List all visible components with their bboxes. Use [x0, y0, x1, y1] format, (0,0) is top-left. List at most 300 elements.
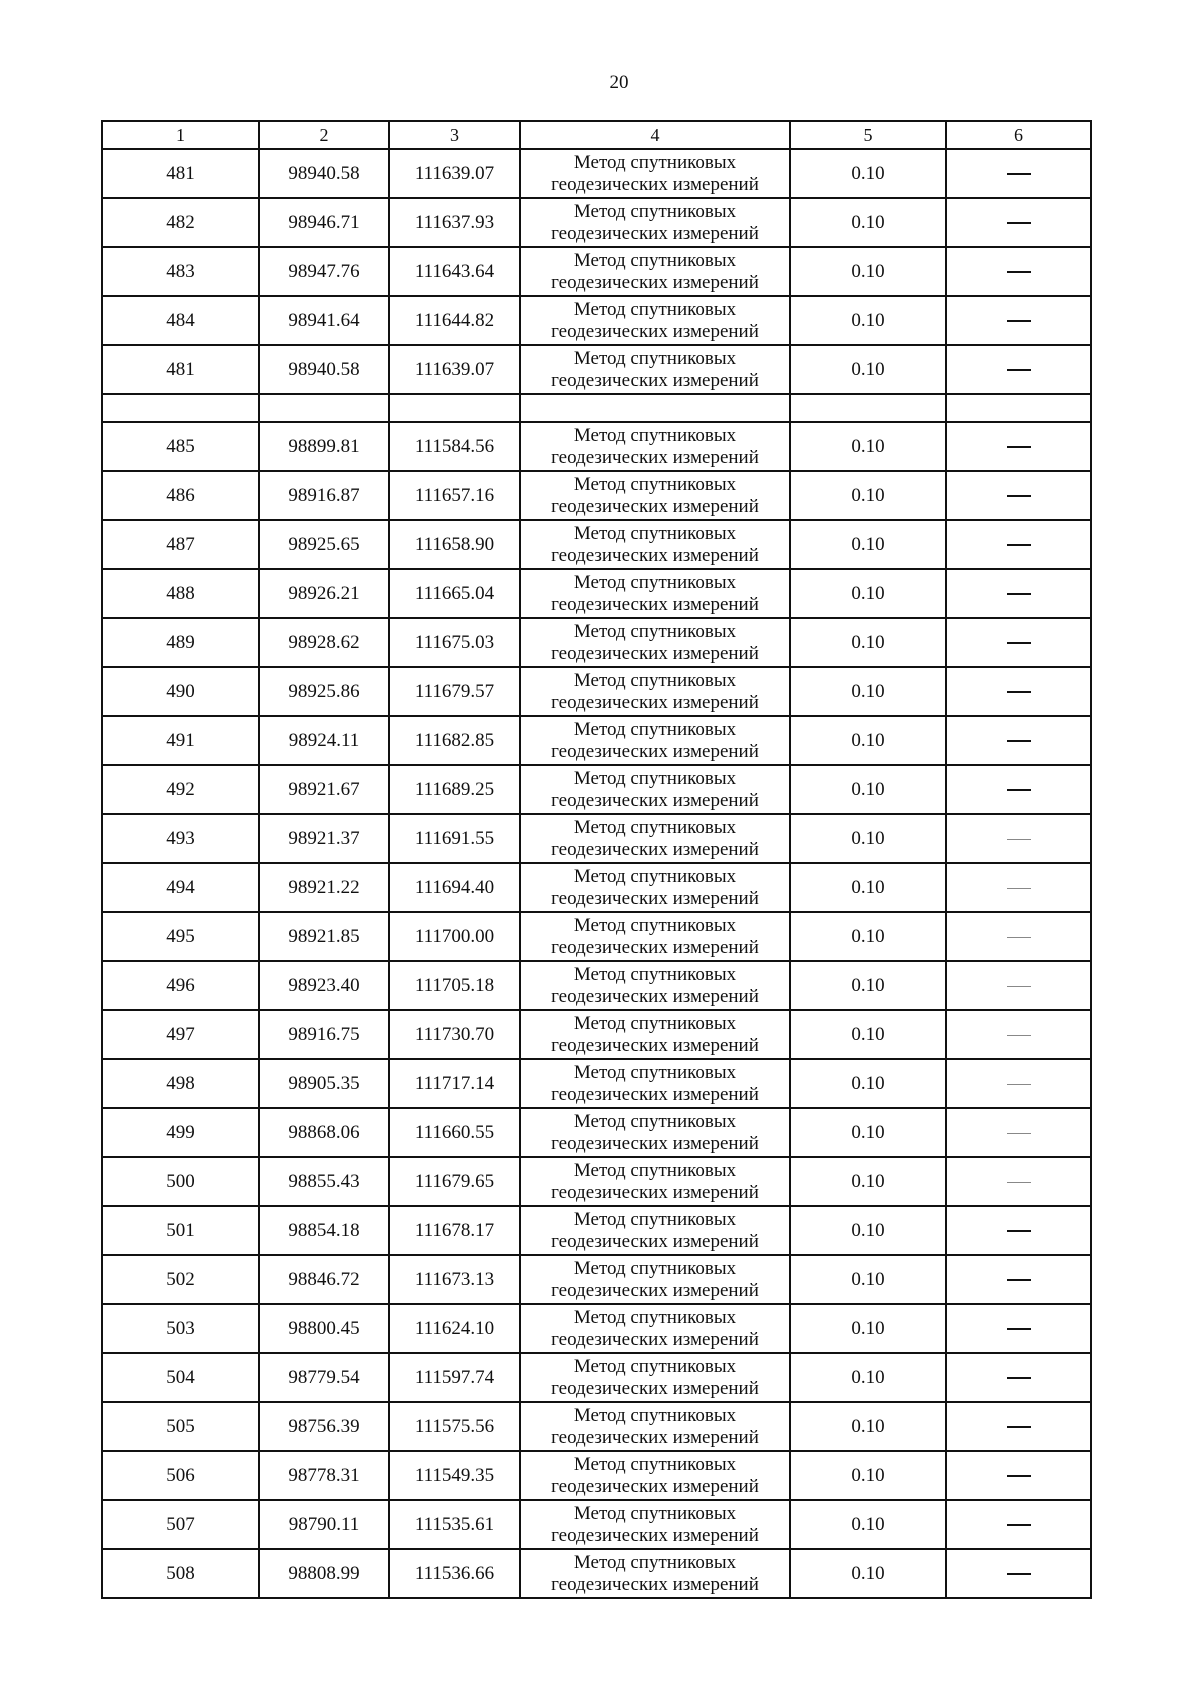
y-coordinate-cell: 111705.18 [389, 961, 520, 1010]
method-cell [520, 1451, 790, 1500]
method-line-1: Метод спутниковых [573, 1404, 737, 1426]
point-number-cell: 494 [102, 863, 259, 912]
point-number-cell: 491 [102, 716, 259, 765]
column-header: 5 [790, 121, 946, 149]
accuracy-cell: 0.10 [790, 1010, 946, 1059]
method-line-1: Метод спутниковых [573, 249, 737, 271]
method-line-1: Метод спутниковых [573, 1061, 737, 1083]
dash-mark [1007, 937, 1031, 938]
y-coordinate-cell: 111673.13 [389, 1255, 520, 1304]
table-row [102, 1059, 1091, 1108]
description-cell [946, 1059, 1091, 1108]
method-line-2: геодезических измерений [551, 593, 759, 615]
method-line-2: геодезических измерений [551, 369, 759, 391]
y-coordinate-cell: 111536.66 [389, 1549, 520, 1598]
point-number-cell: 504 [102, 1353, 259, 1402]
x-coordinate-cell: 98854.18 [259, 1206, 389, 1255]
x-coordinate-cell: 98905.35 [259, 1059, 389, 1108]
method-cell [520, 520, 790, 569]
method-line-2: геодезических измерений [551, 446, 759, 468]
dash-mark [1007, 222, 1031, 224]
y-coordinate-cell: 111575.56 [389, 1402, 520, 1451]
dash-mark [1007, 1377, 1031, 1379]
y-coordinate-cell: 111679.57 [389, 667, 520, 716]
accuracy-cell: 0.10 [790, 912, 946, 961]
x-coordinate-cell: 98940.58 [259, 149, 389, 198]
table-row [102, 520, 1091, 569]
coordinates-table [101, 120, 1092, 1599]
dash-mark [1007, 1475, 1031, 1477]
y-coordinate-cell: 111689.25 [389, 765, 520, 814]
method-line-2: геодезических измерений [551, 1181, 759, 1203]
method-line-2: геодезических измерений [551, 936, 759, 958]
method-line-1: Метод спутниковых [573, 473, 737, 495]
method-line-2: геодезических измерений [551, 1377, 759, 1399]
method-line-1: Метод спутниковых [573, 200, 737, 222]
accuracy-cell: 0.10 [790, 814, 946, 863]
method-line-1: Метод спутниковых [573, 1110, 737, 1132]
table-row [102, 961, 1091, 1010]
y-coordinate-cell: 111678.17 [389, 1206, 520, 1255]
point-number-cell: 495 [102, 912, 259, 961]
method-cell [520, 1549, 790, 1598]
x-coordinate-cell: 98926.21 [259, 569, 389, 618]
accuracy-cell: 0.10 [790, 765, 946, 814]
table-row [102, 618, 1091, 667]
description-cell [946, 765, 1091, 814]
method-line-2: геодезических измерений [551, 691, 759, 713]
method-line-1: Метод спутниковых [573, 767, 737, 789]
x-coordinate-cell: 98925.86 [259, 667, 389, 716]
y-coordinate-cell: 111597.74 [389, 1353, 520, 1402]
x-coordinate-cell: 98846.72 [259, 1255, 389, 1304]
table-row-empty [102, 394, 1091, 422]
y-coordinate-cell: 111639.07 [389, 345, 520, 394]
method-line-2: геодезических измерений [551, 1475, 759, 1497]
table-row [102, 1451, 1091, 1500]
method-line-2: геодезических измерений [551, 173, 759, 195]
accuracy-cell: 0.10 [790, 1157, 946, 1206]
method-line-1: Метод спутниковых [573, 1012, 737, 1034]
y-coordinate-cell: 111665.04 [389, 569, 520, 618]
method-line-2: геодезических измерений [551, 838, 759, 860]
x-coordinate-cell: 98916.75 [259, 1010, 389, 1059]
x-coordinate-cell: 98923.40 [259, 961, 389, 1010]
point-number-cell: 483 [102, 247, 259, 296]
table-row [102, 471, 1091, 520]
page-number: 20 [609, 72, 629, 93]
description-cell [946, 149, 1091, 198]
method-cell [520, 618, 790, 667]
description-cell [946, 422, 1091, 471]
table-row [102, 1255, 1091, 1304]
empty-cell [790, 394, 946, 422]
table-row [102, 1402, 1091, 1451]
method-line-2: геодезических измерений [551, 320, 759, 342]
method-cell [520, 345, 790, 394]
table-row [102, 1157, 1091, 1206]
method-line-2: геодезических измерений [551, 495, 759, 517]
method-cell [520, 1206, 790, 1255]
y-coordinate-cell: 111682.85 [389, 716, 520, 765]
dash-mark [1007, 1182, 1031, 1183]
accuracy-cell: 0.10 [790, 1402, 946, 1451]
method-line-2: геодезических измерений [551, 1034, 759, 1056]
method-cell [520, 1010, 790, 1059]
x-coordinate-cell: 98778.31 [259, 1451, 389, 1500]
y-coordinate-cell: 111675.03 [389, 618, 520, 667]
dash-mark [1007, 1279, 1031, 1281]
method-line-1: Метод спутниковых [573, 620, 737, 642]
accuracy-cell: 0.10 [790, 569, 946, 618]
point-number-cell: 493 [102, 814, 259, 863]
dash-mark [1007, 544, 1031, 546]
method-cell [520, 1402, 790, 1451]
x-coordinate-cell: 98940.58 [259, 345, 389, 394]
dash-mark [1007, 1230, 1031, 1232]
dash-mark [1007, 1573, 1031, 1575]
accuracy-cell: 0.10 [790, 1206, 946, 1255]
method-cell [520, 1108, 790, 1157]
method-cell [520, 1500, 790, 1549]
x-coordinate-cell: 98921.22 [259, 863, 389, 912]
point-number-cell: 508 [102, 1549, 259, 1598]
column-header: 3 [389, 121, 520, 149]
y-coordinate-cell: 111717.14 [389, 1059, 520, 1108]
x-coordinate-cell: 98790.11 [259, 1500, 389, 1549]
dash-mark [1007, 173, 1031, 175]
table-row [102, 1010, 1091, 1059]
table-row [102, 814, 1091, 863]
description-cell [946, 814, 1091, 863]
description-cell [946, 863, 1091, 912]
method-line-1: Метод спутниковых [573, 1453, 737, 1475]
x-coordinate-cell: 98756.39 [259, 1402, 389, 1451]
description-cell [946, 1304, 1091, 1353]
method-line-1: Метод спутниковых [573, 1355, 737, 1377]
method-line-1: Метод спутниковых [573, 151, 737, 173]
empty-cell [259, 394, 389, 422]
method-line-2: геодезических измерений [551, 740, 759, 762]
dash-mark [1007, 1328, 1031, 1330]
table-row [102, 149, 1091, 198]
point-number-cell: 492 [102, 765, 259, 814]
method-line-2: геодезических измерений [551, 642, 759, 664]
dash-mark [1007, 1084, 1031, 1085]
y-coordinate-cell: 111657.16 [389, 471, 520, 520]
table-row [102, 296, 1091, 345]
point-number-cell: 485 [102, 422, 259, 471]
dash-mark [1007, 446, 1031, 448]
method-cell [520, 247, 790, 296]
description-cell [946, 345, 1091, 394]
method-cell [520, 1255, 790, 1304]
accuracy-cell: 0.10 [790, 1549, 946, 1598]
dash-mark [1007, 789, 1031, 791]
description-cell [946, 618, 1091, 667]
method-line-1: Метод спутниковых [573, 865, 737, 887]
empty-cell [520, 394, 790, 422]
y-coordinate-cell: 111624.10 [389, 1304, 520, 1353]
point-number-cell: 501 [102, 1206, 259, 1255]
description-cell [946, 1402, 1091, 1451]
description-cell [946, 569, 1091, 618]
y-coordinate-cell: 111643.64 [389, 247, 520, 296]
method-cell [520, 471, 790, 520]
method-line-1: Метод спутниковых [573, 963, 737, 985]
method-line-1: Метод спутниковых [573, 718, 737, 740]
column-header: 1 [102, 121, 259, 149]
point-number-cell: 497 [102, 1010, 259, 1059]
point-number-cell: 498 [102, 1059, 259, 1108]
point-number-cell: 502 [102, 1255, 259, 1304]
y-coordinate-cell: 111639.07 [389, 149, 520, 198]
point-number-cell: 507 [102, 1500, 259, 1549]
y-coordinate-cell: 111535.61 [389, 1500, 520, 1549]
method-line-2: геодезических измерений [551, 789, 759, 811]
description-cell [946, 247, 1091, 296]
x-coordinate-cell: 98868.06 [259, 1108, 389, 1157]
method-line-2: геодезических измерений [551, 985, 759, 1007]
accuracy-cell: 0.10 [790, 667, 946, 716]
y-coordinate-cell: 111700.00 [389, 912, 520, 961]
accuracy-cell: 0.10 [790, 520, 946, 569]
column-header: 4 [520, 121, 790, 149]
point-number-cell: 488 [102, 569, 259, 618]
method-line-1: Метод спутниковых [573, 1208, 737, 1230]
accuracy-cell: 0.10 [790, 716, 946, 765]
description-cell [946, 1500, 1091, 1549]
dash-mark [1007, 495, 1031, 497]
dash-mark [1007, 1524, 1031, 1526]
point-number-cell: 496 [102, 961, 259, 1010]
dash-mark [1007, 691, 1031, 693]
description-cell [946, 1010, 1091, 1059]
table-row [102, 198, 1091, 247]
method-cell [520, 716, 790, 765]
dash-mark [1007, 271, 1031, 273]
description-cell [946, 1157, 1091, 1206]
accuracy-cell: 0.10 [790, 961, 946, 1010]
method-line-2: геодезических измерений [551, 271, 759, 293]
x-coordinate-cell: 98921.37 [259, 814, 389, 863]
x-coordinate-cell: 98808.99 [259, 1549, 389, 1598]
table-row [102, 1206, 1091, 1255]
description-cell [946, 1108, 1091, 1157]
point-number-cell: 489 [102, 618, 259, 667]
y-coordinate-cell: 111679.65 [389, 1157, 520, 1206]
table-row [102, 667, 1091, 716]
dash-mark [1007, 986, 1031, 987]
method-line-1: Метод спутниковых [573, 1306, 737, 1328]
method-line-2: геодезических измерений [551, 222, 759, 244]
dash-mark [1007, 320, 1031, 322]
method-cell [520, 1157, 790, 1206]
accuracy-cell: 0.10 [790, 1353, 946, 1402]
table-row [102, 765, 1091, 814]
x-coordinate-cell: 98779.54 [259, 1353, 389, 1402]
method-cell [520, 961, 790, 1010]
accuracy-cell: 0.10 [790, 1108, 946, 1157]
y-coordinate-cell: 111694.40 [389, 863, 520, 912]
table-row [102, 912, 1091, 961]
y-coordinate-cell: 111644.82 [389, 296, 520, 345]
description-cell [946, 1206, 1091, 1255]
table-row [102, 1304, 1091, 1353]
accuracy-cell: 0.10 [790, 422, 946, 471]
point-number-cell: 490 [102, 667, 259, 716]
point-number-cell: 482 [102, 198, 259, 247]
x-coordinate-cell: 98921.67 [259, 765, 389, 814]
accuracy-cell: 0.10 [790, 1500, 946, 1549]
point-number-cell: 481 [102, 345, 259, 394]
method-line-2: геодезических измерений [551, 1573, 759, 1595]
table-row [102, 247, 1091, 296]
accuracy-cell: 0.10 [790, 1304, 946, 1353]
method-cell [520, 1304, 790, 1353]
dash-mark [1007, 1133, 1031, 1134]
table-row [102, 1500, 1091, 1549]
column-header: 6 [946, 121, 1091, 149]
x-coordinate-cell: 98925.65 [259, 520, 389, 569]
accuracy-cell: 0.10 [790, 1059, 946, 1108]
empty-cell [946, 394, 1091, 422]
y-coordinate-cell: 111658.90 [389, 520, 520, 569]
method-cell [520, 149, 790, 198]
table-row [102, 716, 1091, 765]
accuracy-cell: 0.10 [790, 863, 946, 912]
y-coordinate-cell: 111691.55 [389, 814, 520, 863]
description-cell [946, 1255, 1091, 1304]
method-line-2: геодезических измерений [551, 1230, 759, 1252]
method-cell [520, 1353, 790, 1402]
table-row [102, 1353, 1091, 1402]
description-cell [946, 520, 1091, 569]
description-cell [946, 471, 1091, 520]
method-line-2: геодезических измерений [551, 887, 759, 909]
method-line-1: Метод спутниковых [573, 1257, 737, 1279]
method-line-2: геодезических измерений [551, 1132, 759, 1154]
description-cell [946, 961, 1091, 1010]
method-line-1: Метод спутниковых [573, 1502, 737, 1524]
description-cell [946, 912, 1091, 961]
x-coordinate-cell: 98941.64 [259, 296, 389, 345]
method-line-1: Метод спутниковых [573, 1551, 737, 1573]
method-line-1: Метод спутниковых [573, 1159, 737, 1181]
method-cell [520, 296, 790, 345]
method-cell [520, 912, 790, 961]
accuracy-cell: 0.10 [790, 247, 946, 296]
table-row [102, 569, 1091, 618]
accuracy-cell: 0.10 [790, 149, 946, 198]
x-coordinate-cell: 98928.62 [259, 618, 389, 667]
method-cell [520, 1059, 790, 1108]
method-cell [520, 765, 790, 814]
description-cell [946, 1549, 1091, 1598]
dash-mark [1007, 593, 1031, 595]
point-number-cell: 505 [102, 1402, 259, 1451]
point-number-cell: 487 [102, 520, 259, 569]
method-line-1: Метод спутниковых [573, 522, 737, 544]
empty-cell [102, 394, 259, 422]
y-coordinate-cell: 111730.70 [389, 1010, 520, 1059]
method-line-2: геодезических измерений [551, 1524, 759, 1546]
method-cell [520, 667, 790, 716]
description-cell [946, 296, 1091, 345]
accuracy-cell: 0.10 [790, 345, 946, 394]
method-cell [520, 422, 790, 471]
point-number-cell: 484 [102, 296, 259, 345]
method-cell [520, 863, 790, 912]
dash-mark [1007, 888, 1031, 889]
method-line-1: Метод спутниковых [573, 298, 737, 320]
point-number-cell: 503 [102, 1304, 259, 1353]
method-cell [520, 569, 790, 618]
description-cell [946, 716, 1091, 765]
accuracy-cell: 0.10 [790, 1451, 946, 1500]
y-coordinate-cell: 111584.56 [389, 422, 520, 471]
accuracy-cell: 0.10 [790, 1255, 946, 1304]
method-cell [520, 814, 790, 863]
method-line-1: Метод спутниковых [573, 816, 737, 838]
accuracy-cell: 0.10 [790, 296, 946, 345]
method-line-1: Метод спутниковых [573, 571, 737, 593]
method-line-2: геодезических измерений [551, 1083, 759, 1105]
method-line-2: геодезических измерений [551, 1328, 759, 1350]
method-line-2: геодезических измерений [551, 544, 759, 566]
dash-mark [1007, 369, 1031, 371]
accuracy-cell: 0.10 [790, 198, 946, 247]
y-coordinate-cell: 111637.93 [389, 198, 520, 247]
x-coordinate-cell: 98946.71 [259, 198, 389, 247]
method-line-2: геодезических измерений [551, 1426, 759, 1448]
description-cell [946, 1353, 1091, 1402]
dash-mark [1007, 1035, 1031, 1036]
method-line-2: геодезических измерений [551, 1279, 759, 1301]
column-header: 2 [259, 121, 389, 149]
point-number-cell: 481 [102, 149, 259, 198]
dash-mark [1007, 839, 1031, 840]
method-line-1: Метод спутниковых [573, 914, 737, 936]
empty-cell [389, 394, 520, 422]
x-coordinate-cell: 98921.85 [259, 912, 389, 961]
x-coordinate-cell: 98916.87 [259, 471, 389, 520]
x-coordinate-cell: 98800.45 [259, 1304, 389, 1353]
y-coordinate-cell: 111549.35 [389, 1451, 520, 1500]
method-line-1: Метод спутниковых [573, 669, 737, 691]
method-cell [520, 198, 790, 247]
x-coordinate-cell: 98924.11 [259, 716, 389, 765]
x-coordinate-cell: 98855.43 [259, 1157, 389, 1206]
dash-mark [1007, 740, 1031, 742]
table-row [102, 345, 1091, 394]
description-cell [946, 1451, 1091, 1500]
accuracy-cell: 0.10 [790, 618, 946, 667]
dash-mark [1007, 1426, 1031, 1428]
x-coordinate-cell: 98947.76 [259, 247, 389, 296]
accuracy-cell: 0.10 [790, 471, 946, 520]
point-number-cell: 506 [102, 1451, 259, 1500]
x-coordinate-cell: 98899.81 [259, 422, 389, 471]
point-number-cell: 486 [102, 471, 259, 520]
y-coordinate-cell: 111660.55 [389, 1108, 520, 1157]
table-row [102, 422, 1091, 471]
point-number-cell: 500 [102, 1157, 259, 1206]
method-line-1: Метод спутниковых [573, 347, 737, 369]
table-header-row [102, 121, 1091, 149]
table-row [102, 863, 1091, 912]
point-number-cell: 499 [102, 1108, 259, 1157]
